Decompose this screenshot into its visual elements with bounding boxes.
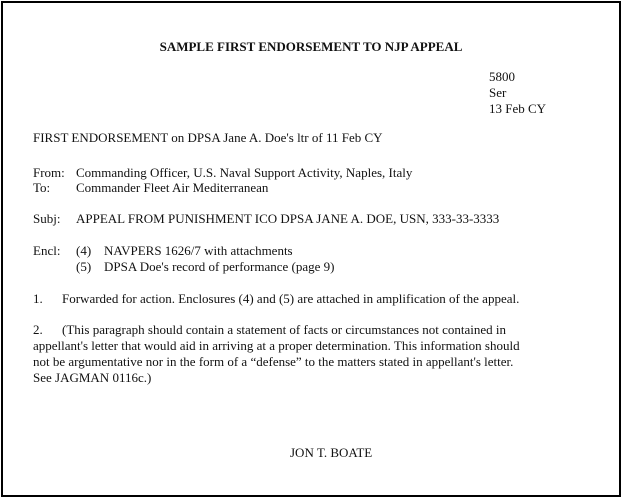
document-title: SAMPLE FIRST ENDORSEMENT TO NJP APPEAL xyxy=(159,39,463,54)
paragraph-line: (This paragraph should contain a statement of facts or circumstances not contained in xyxy=(62,322,507,337)
encl-item-num: (4) xyxy=(76,243,92,258)
encl-item-text: DPSA Doe's record of performance (page 9) xyxy=(104,259,335,274)
paragraph-number: 2. xyxy=(33,322,43,337)
ssic-code: 5800 xyxy=(489,69,515,84)
subj-value: APPEAL FROM PUNISHMENT ICO DPSA JANE A. DOE, USN, 333-33-3333 xyxy=(76,211,500,226)
serial-line: Ser xyxy=(489,85,507,100)
to-label: To: xyxy=(33,180,51,195)
paragraph-line: appellant's letter that would aid in arriving at a proper determination. This information should xyxy=(33,338,520,353)
paragraph-line: not be argumentative nor in the form of a “defense” to the matters stated in appellant's letter. xyxy=(33,354,514,369)
from-label: From: xyxy=(33,165,65,180)
encl-label: Encl: xyxy=(33,243,61,258)
paragraph-line: See JAGMAN 0116c.) xyxy=(33,370,152,385)
encl-item-text: NAVPERS 1626/7 with attachments xyxy=(104,243,293,258)
endorsement-reference: on DPSA Jane A. Doe's ltr of 11 Feb CY xyxy=(167,130,383,145)
subj-label: Subj: xyxy=(33,211,61,226)
endorsement-heading: FIRST ENDORSEMENT xyxy=(33,130,168,145)
paragraph-text: Forwarded for action. Enclosures (4) and (5) are attached in amplification of the appeal. xyxy=(62,291,520,306)
encl-item-num: (5) xyxy=(76,259,92,274)
header-date: 13 Feb CY xyxy=(489,101,547,116)
signature-name: JON T. BOATE xyxy=(290,445,373,460)
from-value: Commanding Officer, U.S. Naval Support Activity, Naples, Italy xyxy=(76,165,413,180)
paragraph-number: 1. xyxy=(33,291,43,306)
endorsement-line xyxy=(33,130,383,146)
to-value: Commander Fleet Air Mediterranean xyxy=(76,180,269,195)
document-page xyxy=(1,1,621,497)
